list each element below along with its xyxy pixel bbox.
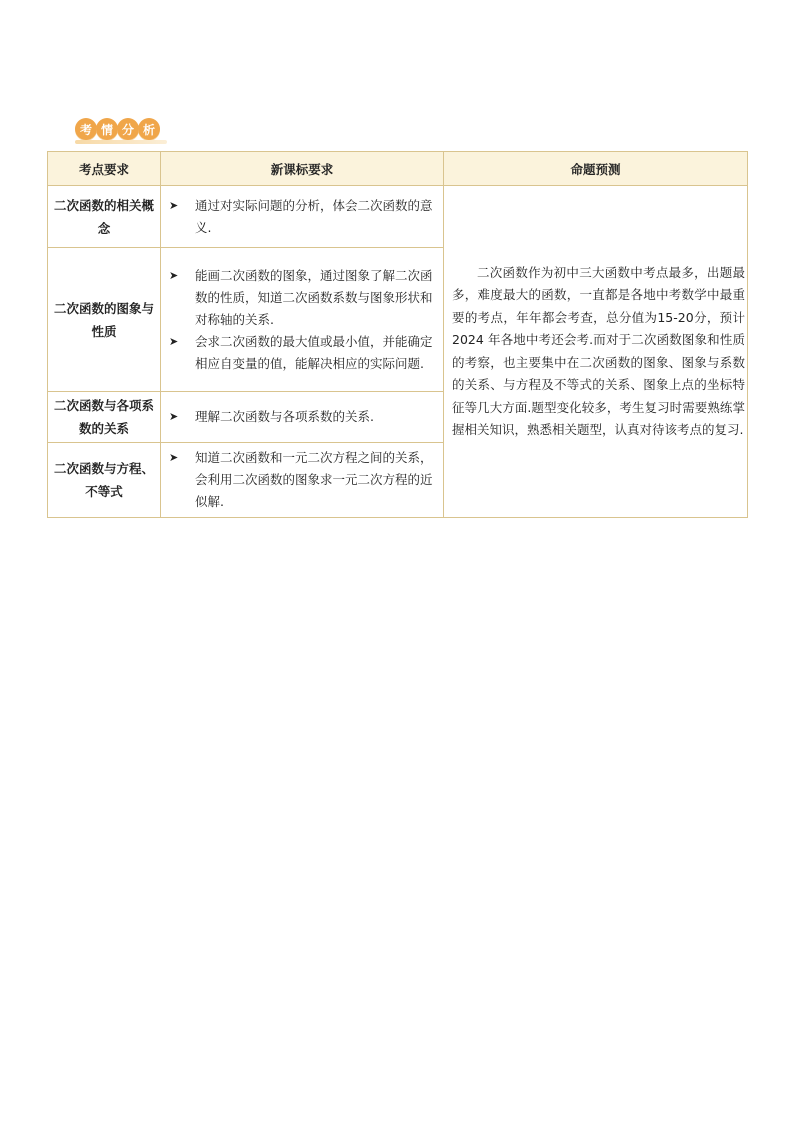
requirement-cell — [161, 248, 444, 392]
badge-char: 分 — [117, 118, 139, 140]
exam-point-cell: 二次函数与方程、不等式 — [48, 443, 161, 518]
exam-analysis-table — [47, 151, 748, 518]
column-header-prediction: 命题预测 — [444, 152, 748, 186]
requirement-item — [167, 195, 433, 239]
column-header-points: 考点要求 — [48, 152, 161, 186]
badge-char: 考 — [75, 118, 97, 140]
requirement-item — [167, 265, 433, 331]
requirement-cell — [161, 186, 444, 248]
prediction-cell: 二次函数作为初中三大函数中考点最多，出题最多，难度最大的函数，一直都是各地中考数学中最重要的考点，年年都会考查，总分值为15-20分，预计 2024 年各地中考还会考.而对于二次函数图象和性质的考察，也主要集中在二次函数的图象、图象与系数的关系、与方程及不等式的关系、图象上点的坐标特征等几大方面.题型变化较多，考生复习时需要熟练掌握相关知识，熟悉相关题型，认真对待该考点的复习. — [444, 186, 748, 518]
arrowhead-icon: ➤ — [169, 198, 179, 212]
badge-underline — [75, 140, 167, 144]
requirement-item — [167, 447, 433, 513]
badge-char: 析 — [138, 118, 160, 140]
requirement-text: 能画二次函数的图象，通过图象了解二次函数的性质，知道二次函数系数与图象形状和对称轴的关系. — [195, 267, 433, 327]
requirement-text: 知道二次函数和一元二次方程之间的关系，会利用二次函数的图象求一元二次方程的近似解. — [195, 450, 433, 509]
requirement-cell — [161, 392, 444, 443]
requirement-text: 通过对实际问题的分析，体会二次函数的意义. — [195, 197, 433, 235]
column-header-curriculum: 新课标要求 — [161, 152, 444, 186]
requirement-item — [167, 331, 433, 375]
exam-point-cell: 二次函数的相关概念 — [48, 186, 161, 248]
badge-char: 情 — [96, 118, 118, 140]
exam-point-cell: 二次函数与各项系数的关系 — [48, 392, 161, 443]
arrowhead-icon: ➤ — [169, 410, 179, 423]
requirement-cell — [161, 443, 444, 518]
requirement-item — [167, 406, 433, 428]
table-header-row — [48, 152, 748, 186]
arrowhead-icon: ➤ — [169, 451, 179, 464]
arrowhead-icon: ➤ — [169, 334, 179, 348]
requirement-text: 会求二次函数的最大值或最小值，并能确定相应自变量的值，能解决相应的实际问题. — [195, 333, 433, 371]
requirement-text: 理解二次函数与各项系数的关系. — [195, 409, 374, 424]
section-badge-kaoqing-fenxi — [75, 114, 159, 144]
table-row — [48, 186, 748, 248]
exam-point-cell: 二次函数的图象与性质 — [48, 248, 161, 392]
arrowhead-icon: ➤ — [169, 268, 179, 282]
